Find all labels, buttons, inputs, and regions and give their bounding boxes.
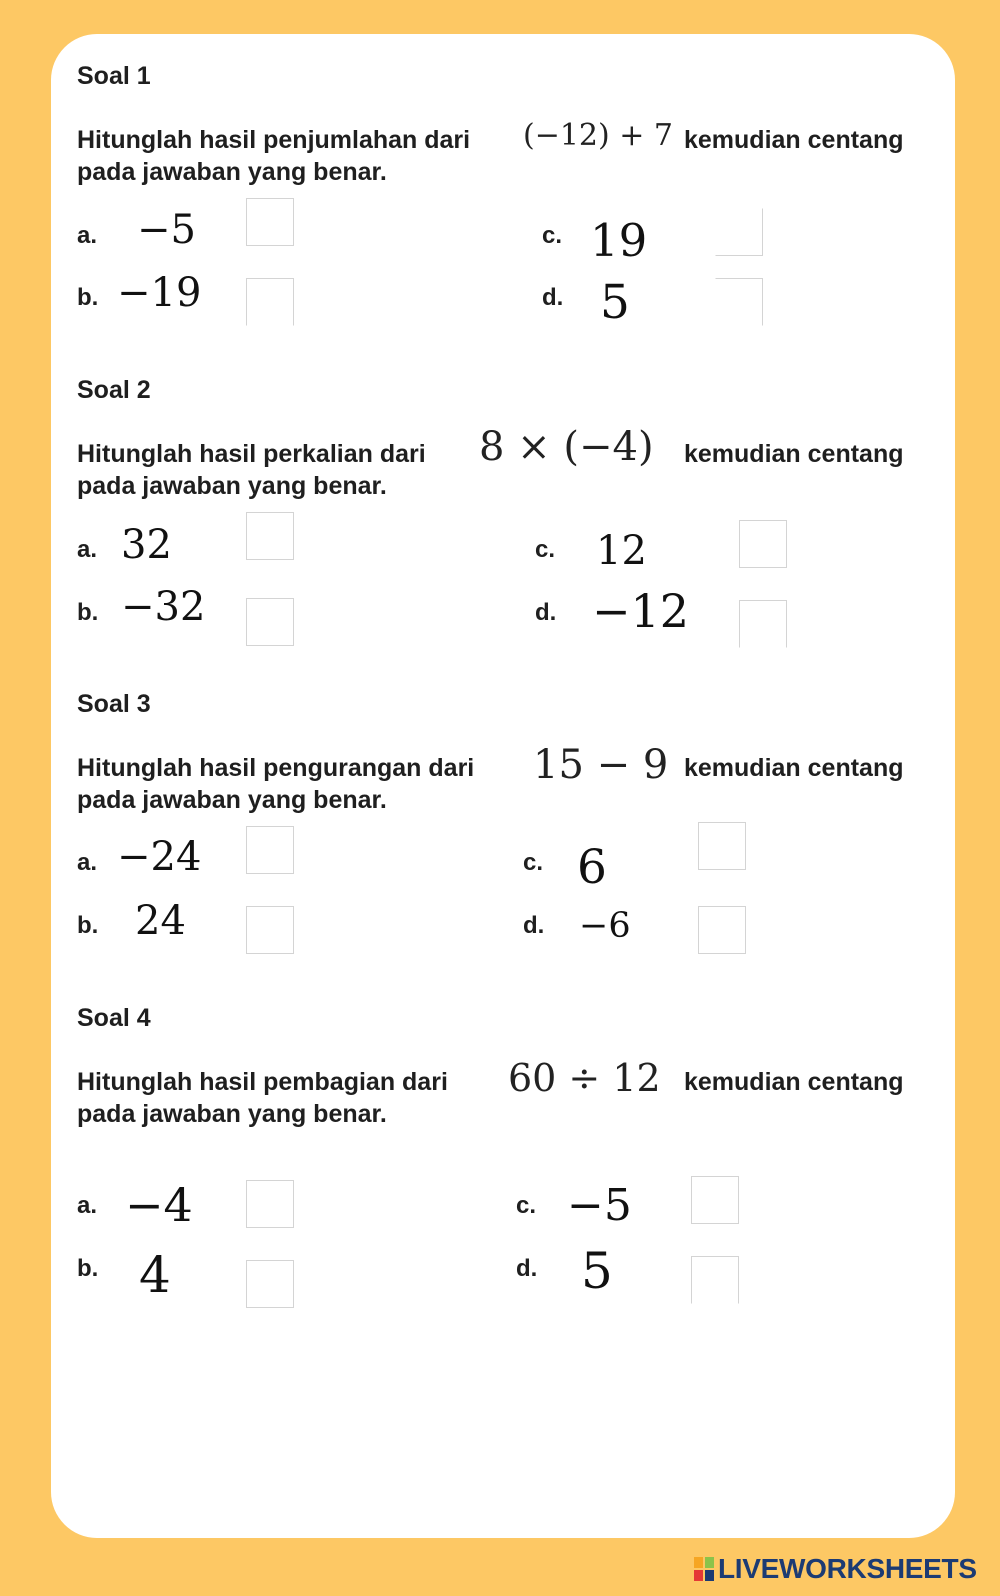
q2-option-c-label: c. — [535, 536, 556, 563]
q3-option-c-value: 6 — [577, 840, 607, 895]
q2-option-b-checkbox[interactable] — [246, 598, 294, 646]
q1-option-c-value: 19 — [590, 214, 648, 267]
question-3-text-line2: pada jawaban yang benar. — [77, 786, 387, 814]
q2-option-c-checkbox[interactable] — [739, 520, 787, 568]
q3-option-b-label: b. — [77, 912, 99, 939]
q1-option-c-checkbox[interactable] — [715, 208, 763, 256]
q3-option-d-checkbox[interactable] — [698, 906, 746, 954]
question-2-text: Hitunglah hasil perkalian dari — [77, 440, 426, 468]
q3-option-c-label: c. — [523, 849, 544, 876]
brand-icon-tile-3 — [694, 1570, 703, 1581]
q2-option-d-value: −12 — [592, 584, 690, 638]
q4-option-b-label: b. — [77, 1255, 99, 1282]
q4-option-d-label: d. — [516, 1255, 538, 1282]
brand-icon-tile-1 — [694, 1557, 703, 1568]
question-2-text-line2: pada jawaban yang benar. — [77, 472, 387, 500]
question-4-instruction: kemudian centang — [684, 1068, 904, 1096]
q1-option-a-checkbox[interactable] — [246, 198, 294, 246]
q1-option-d-label: d. — [542, 284, 564, 311]
worksheet-card — [51, 34, 955, 1538]
brand-name: LIVEWORKSHEETS — [718, 1553, 977, 1584]
q4-option-b-value: 4 — [139, 1246, 171, 1304]
q2-option-b-value: −32 — [121, 584, 206, 630]
question-3-title: Soal 3 — [77, 690, 151, 718]
q3-option-b-value: 24 — [135, 898, 186, 944]
q4-option-b-checkbox[interactable] — [246, 1260, 294, 1308]
question-3-text: Hitunglah hasil pengurangan dari — [77, 754, 475, 782]
question-4-title: Soal 4 — [77, 1004, 151, 1032]
q2-option-c-value: 12 — [596, 528, 647, 574]
q3-option-a-value: −24 — [117, 834, 202, 880]
q4-option-c-label: c. — [516, 1192, 537, 1219]
q4-option-d-checkbox[interactable] — [691, 1256, 739, 1304]
question-4-text: Hitunglah hasil pembagian dari — [77, 1068, 448, 1096]
q2-option-a-checkbox[interactable] — [246, 512, 294, 560]
q4-option-c-checkbox[interactable] — [691, 1176, 739, 1224]
question-1-expression: (−12) + 7 — [523, 118, 674, 153]
q3-option-d-label: d. — [523, 912, 545, 939]
q3-option-a-checkbox[interactable] — [246, 826, 294, 874]
q4-option-a-checkbox[interactable] — [246, 1180, 294, 1228]
question-2-expression: 8 × (−4) — [479, 424, 654, 470]
question-1-text-line2: pada jawaban yang benar. — [77, 158, 387, 186]
q1-option-b-value: −19 — [117, 270, 202, 316]
q4-option-c-value: −5 — [567, 1180, 632, 1231]
q4-option-d-value: 5 — [581, 1242, 613, 1300]
q1-option-a-value: −5 — [137, 207, 196, 253]
question-1-instruction: kemudian centang — [684, 126, 904, 154]
brand-icon-tile-4 — [705, 1570, 714, 1581]
q3-option-a-label: a. — [77, 849, 98, 876]
question-2-instruction: kemudian centang — [684, 440, 904, 468]
q1-option-d-value: 5 — [600, 275, 630, 330]
question-4-text-line2: pada jawaban yang benar. — [77, 1100, 387, 1128]
q2-option-d-label: d. — [535, 599, 557, 626]
question-1-text: Hitunglah hasil penjumlahan dari — [77, 126, 471, 154]
question-3-expression: 15 − 9 — [533, 742, 669, 788]
q2-option-b-label: b. — [77, 599, 99, 626]
q1-option-b-checkbox[interactable] — [246, 278, 294, 326]
q2-option-a-value: 32 — [121, 522, 172, 568]
question-4-expression: 60 ÷ 12 — [508, 1056, 661, 1100]
brand-icon-tile-2 — [705, 1557, 714, 1568]
q4-option-a-value: −4 — [125, 1178, 193, 1232]
q1-option-a-label: a. — [77, 222, 98, 249]
q1-option-c-label: c. — [542, 222, 563, 249]
question-2-title: Soal 2 — [77, 376, 151, 404]
brand-icon — [694, 1557, 714, 1581]
q3-option-c-checkbox[interactable] — [698, 822, 746, 870]
question-3-instruction: kemudian centang — [684, 754, 904, 782]
liveworksheets-logo[interactable] — [694, 1554, 977, 1584]
q2-option-d-checkbox[interactable] — [739, 600, 787, 648]
q3-option-b-checkbox[interactable] — [246, 906, 294, 954]
q4-option-a-label: a. — [77, 1192, 98, 1219]
q1-option-b-label: b. — [77, 284, 99, 311]
question-1-title: Soal 1 — [77, 62, 151, 90]
q2-option-a-label: a. — [77, 536, 98, 563]
q1-option-d-checkbox[interactable] — [715, 278, 763, 326]
q3-option-d-value: −6 — [579, 906, 631, 946]
